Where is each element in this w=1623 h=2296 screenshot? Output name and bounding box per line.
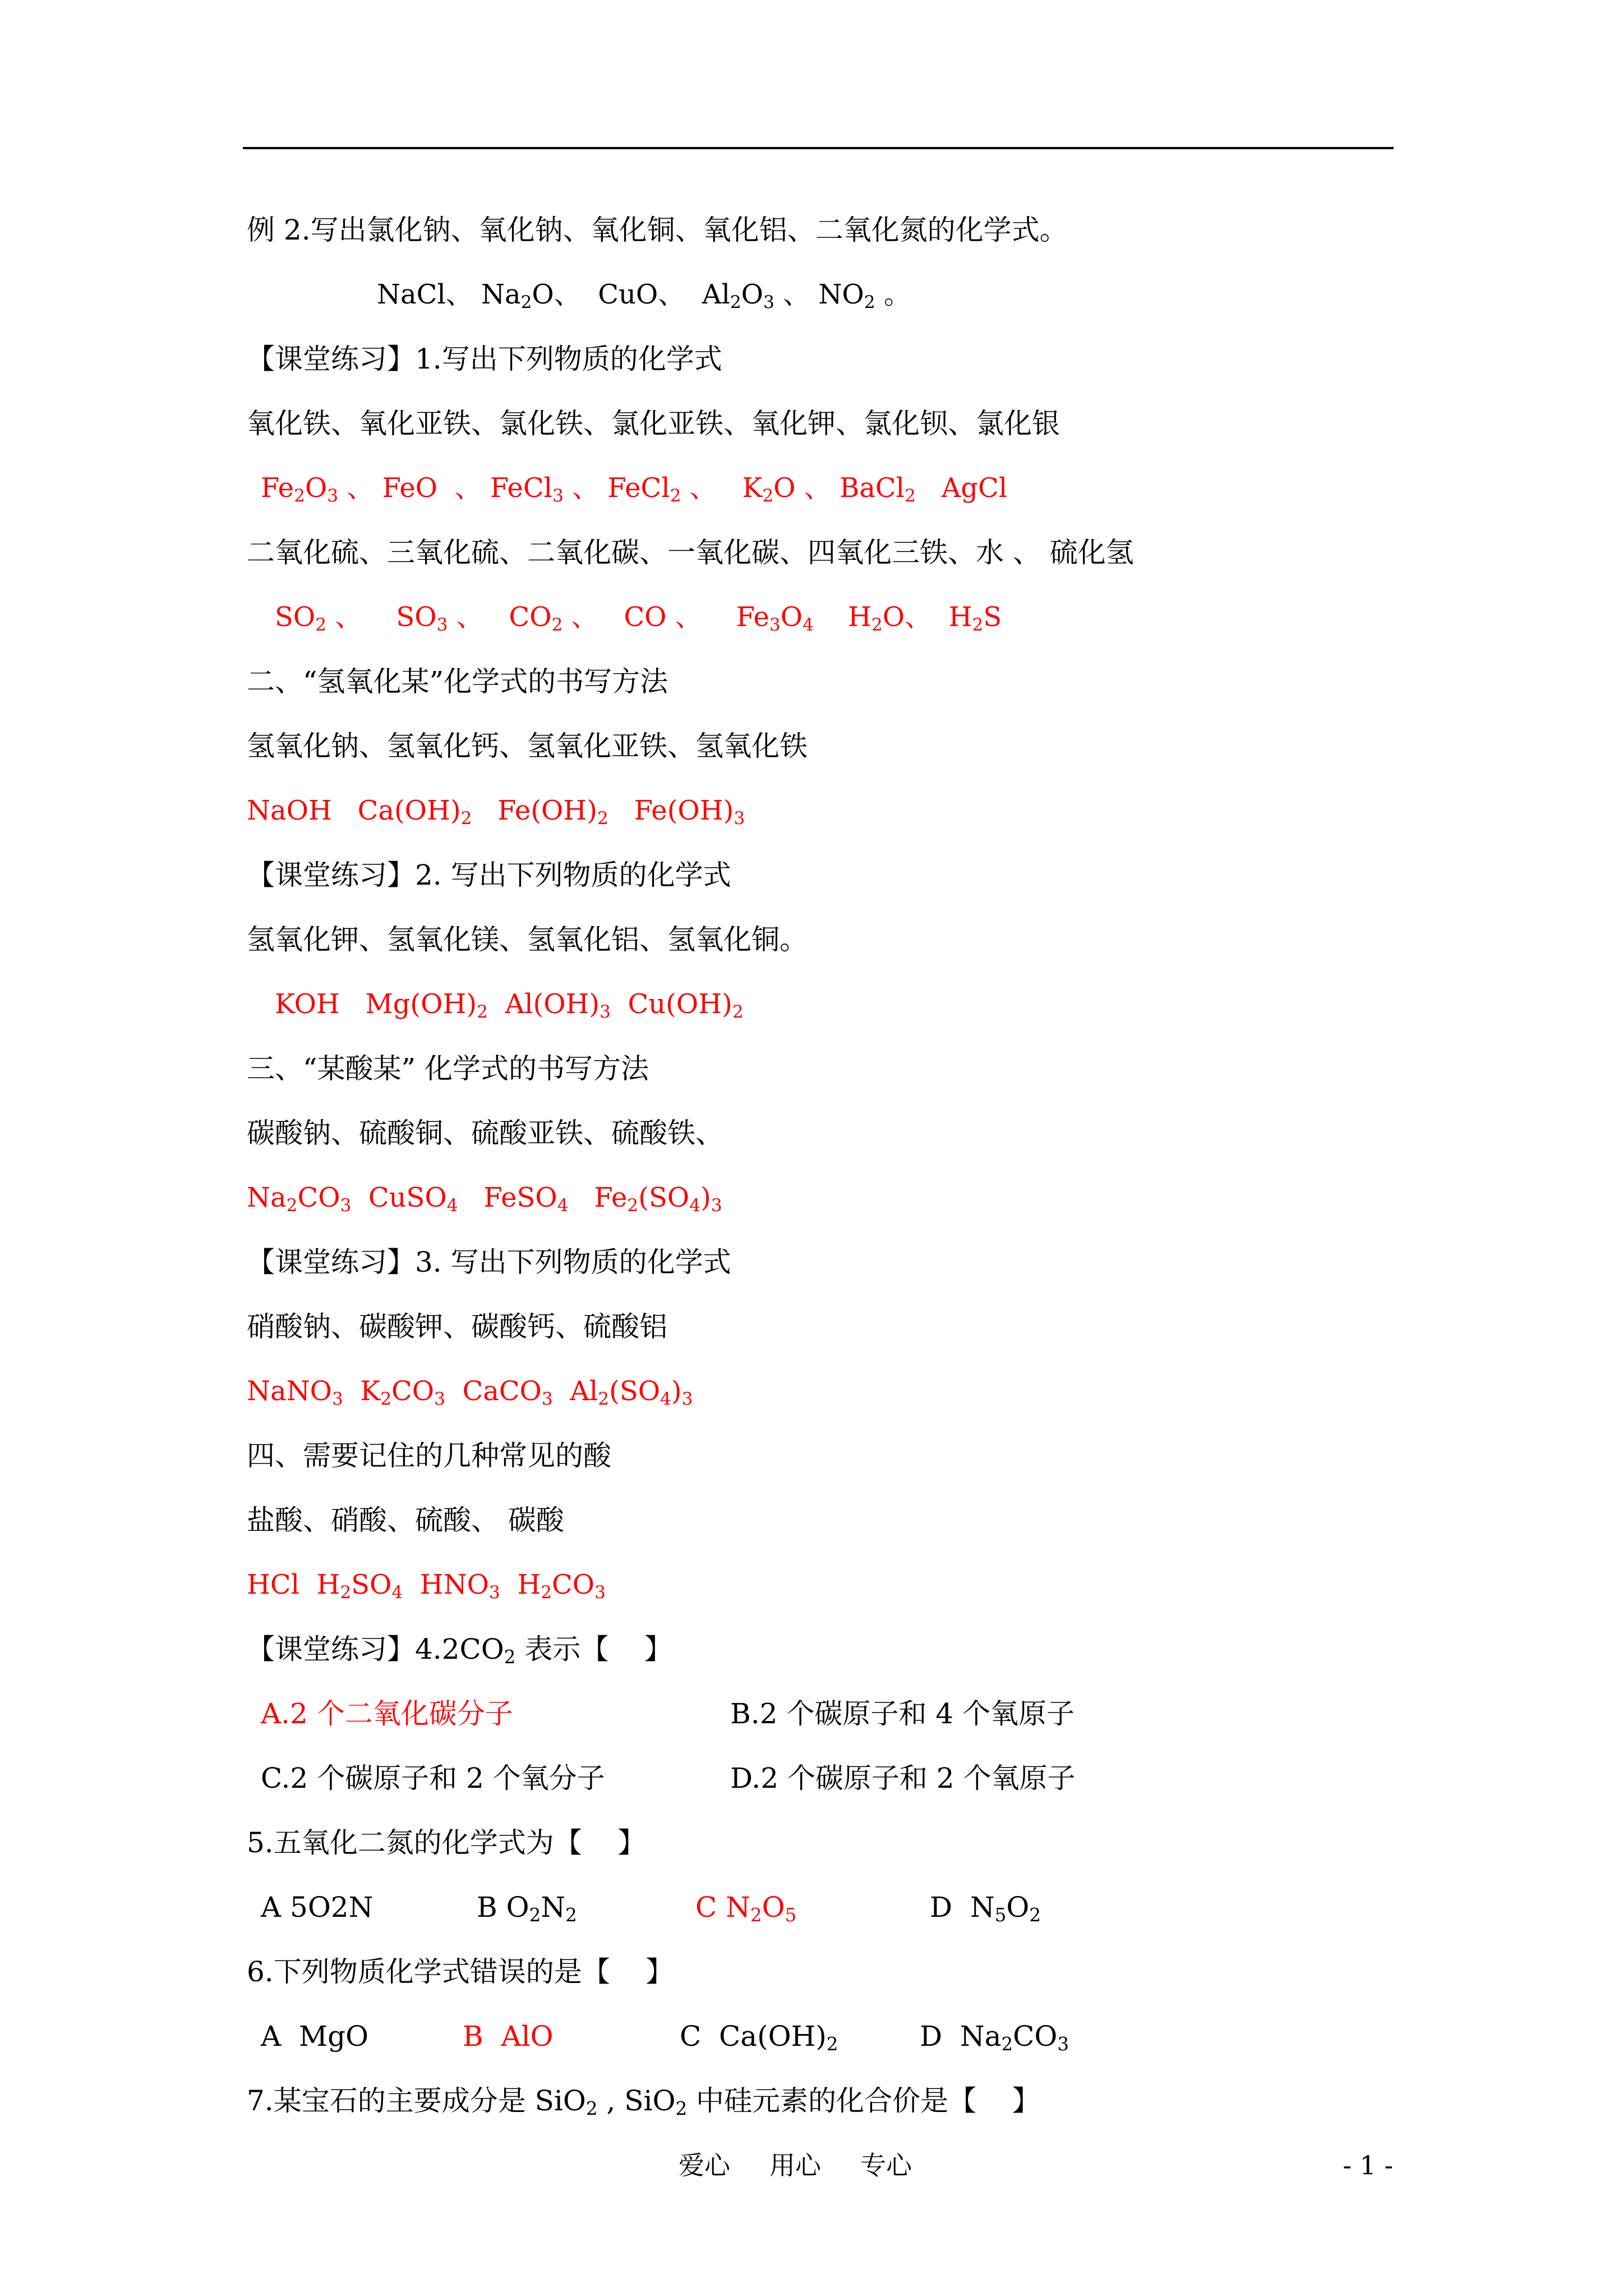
- practice-1-names-1: 氧化铁、氧化亚铁、氯化铁、氯化亚铁、氧化钾、氯化钡、氯化银: [247, 407, 1060, 440]
- section-2-title: 二、“氢氧化某”化学式的书写方法: [247, 665, 668, 698]
- practice-3-answers: NaNO3 K2CO3 CaCO3 Al2(SO4)3: [247, 1375, 693, 1409]
- practice-1-answers-1: Fe2O3 、 FeO 、 FeCl3 、 FeCl2 、 K2O 、 BaCl2 AgCl: [261, 472, 1008, 506]
- question-6-option-a: A MgO: [261, 2020, 369, 2053]
- footer-text-3: 专心: [860, 2150, 912, 2180]
- question-7: 7.某宝石的主要成分是 SiO2 , SiO2 中硅元素的化合价是【 】: [247, 2085, 1040, 2120]
- practice-3-names: 硝酸钠、碳酸钾、碳酸钙、硫酸铝: [247, 1310, 667, 1343]
- question-4-option-b: B.2 个碳原子和 4 个氧原子: [730, 1697, 1075, 1730]
- question-6-option-d: D Na2CO3: [920, 2020, 1069, 2055]
- section-4-title: 四、需要记住的几种常见的酸: [247, 1439, 611, 1472]
- section-2-answers: NaOH Ca(OH)2 Fe(OH)2 Fe(OH)3: [247, 795, 745, 829]
- practice-1-answers-2: SO2 、 SO3 、 CO2 、 CO 、 Fe3O4 H2O、 H2S: [275, 601, 1002, 635]
- question-4: 【课堂练习】4.2CO2 表示【 】: [247, 1633, 672, 1668]
- footer-text-1: 爱心: [679, 2150, 730, 2180]
- section-3-title: 三、“某酸某” 化学式的书写方法: [247, 1052, 649, 1085]
- question-5-option-c: C N2O5: [695, 1891, 797, 1926]
- practice-2-names: 氢氧化钾、氢氧化镁、氢氧化铝、氢氧化铜。: [247, 923, 808, 956]
- practice-2-question: 【课堂练习】2. 写出下列物质的化学式: [247, 859, 731, 891]
- question-5: 5.五氧化二氮的化学式为【 】: [247, 1826, 646, 1859]
- section-3-answers: Na2CO3 CuSO4 FeSO4 Fe2(SO4)3: [247, 1182, 722, 1216]
- question-6: 6.下列物质化学式错误的是【 】: [247, 1955, 674, 1988]
- example-2-answers: NaCl、 Na2O、 CuO、 Al2O3 、 NO2 。: [377, 279, 911, 312]
- section-4-answers: HCl H2SO4 HNO3 H2CO3: [247, 1569, 606, 1603]
- question-5-option-d: D N5O2: [930, 1891, 1041, 1926]
- section-3-names: 碳酸钠、硫酸铜、硫酸亚铁、硫酸铁、: [247, 1117, 723, 1149]
- question-5-option-b: B O2N2: [477, 1891, 577, 1926]
- page-number: - 1 -: [1343, 2150, 1393, 2180]
- question-4-option-c: C.2 个碳原子和 2 个氧分子: [261, 1762, 605, 1795]
- question-6-option-b: B AlO: [463, 2020, 554, 2053]
- example-2-question: 例 2.写出氯化钠、氧化钠、氧化铜、氧化铝、二氧化氮的化学式。: [247, 214, 1068, 246]
- practice-1-names-2: 二氧化硫、三氧化硫、二氧化碳、一氧化碳、四氧化三铁、水 、 硫化氢: [247, 536, 1134, 569]
- section-2-names: 氢氧化钠、氢氧化钙、氢氧化亚铁、氢氧化铁: [247, 730, 808, 762]
- header-rule: [243, 147, 1394, 149]
- question-6-option-c: C Ca(OH)2: [680, 2020, 838, 2055]
- question-4-option-a: A.2 个二氧化碳分子: [261, 1697, 513, 1730]
- question-5-option-a: A 5O2N: [261, 1891, 374, 1924]
- practice-3-question: 【课堂练习】3. 写出下列物质的化学式: [247, 1246, 731, 1278]
- practice-1-question: 【课堂练习】1.写出下列物质的化学式: [247, 343, 722, 375]
- footer-text-2: 用心: [769, 2150, 821, 2180]
- practice-2-answers: KOH Mg(OH)2 Al(OH)3 Cu(OH)2: [275, 988, 744, 1022]
- footer-slogan: [679, 2148, 912, 2182]
- question-4-option-d: D.2 个碳原子和 2 个氧原子: [730, 1762, 1076, 1795]
- section-4-names: 盐酸、硝酸、硫酸、 碳酸: [247, 1504, 564, 1536]
